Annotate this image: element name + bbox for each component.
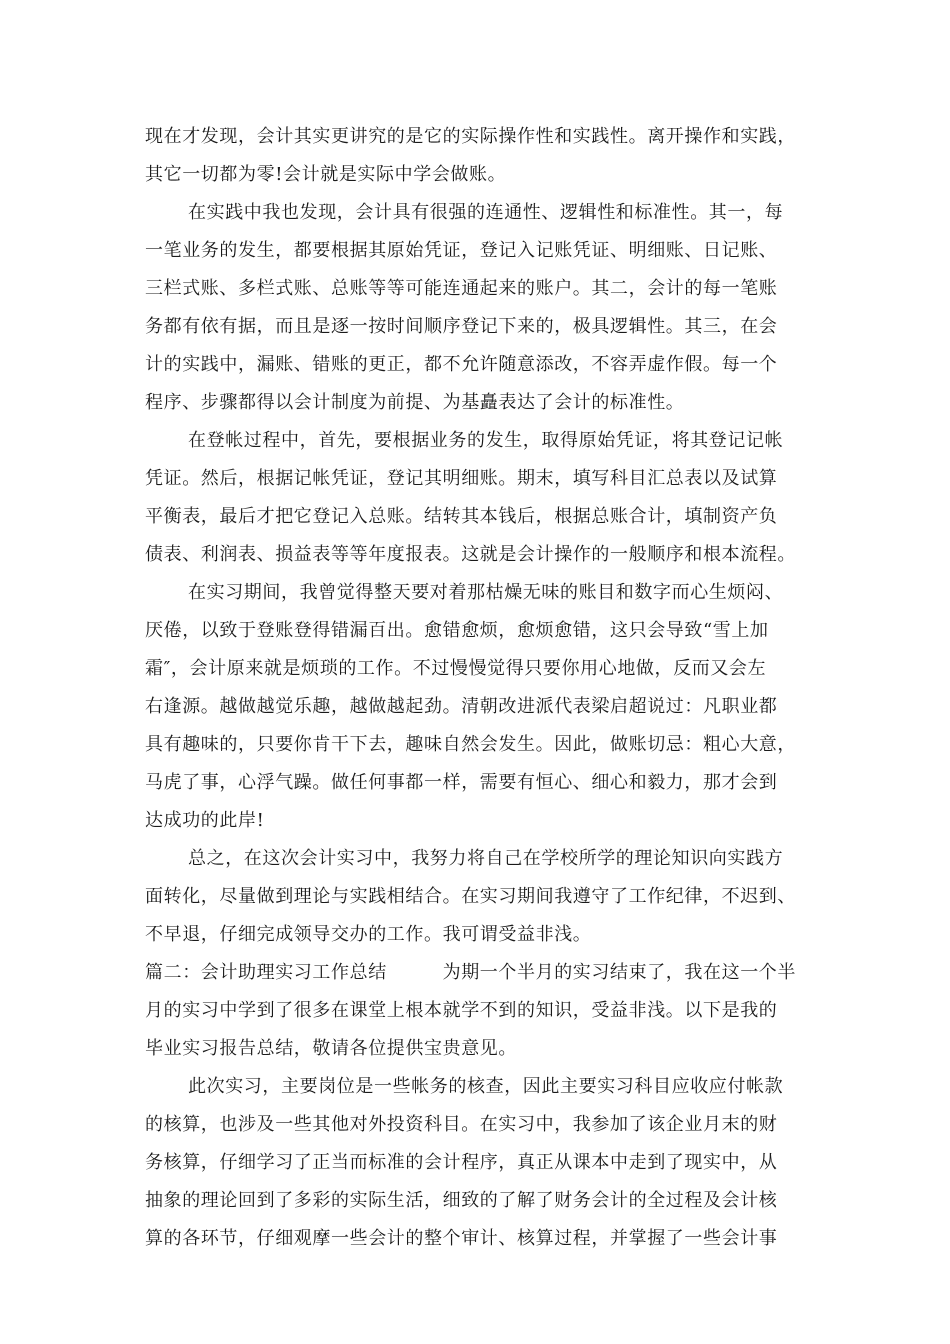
text-line: 平衡表，最后才把它登记入总账。结转其本钱后，根据总账合计，填制资产负	[145, 506, 778, 527]
text-line: 具有趣味的，只要你肯干下去，趣味自然会发生。因此，做账切忌：粗心大意，	[145, 734, 796, 755]
text-line: 程序、步骤都得以会计制度为前提、为基矗表达了会计的标准性。	[145, 392, 685, 413]
text-line: 抽象的理论回到了多彩的实际生活，细致的了解了财务会计的全过程及会计核	[145, 1190, 778, 1211]
paragraph-first-line: 在实习期间，我曾觉得整天要对着那枯燥无味的账目和数字而心生烦闷、	[188, 582, 784, 603]
paragraph-first-line: 此次实习，主要岗位是一些帐务的核查，因此主要实习科目应收应付帐款	[188, 1076, 784, 1097]
text-line: 月的实习中学到了很多在课堂上根本就学不到的知识，受益非浅。以下是我的	[145, 1000, 778, 1021]
text-line: 马虎了事，心浮气躁。做任何事都一样，需要有恒心、细心和毅力，那才会到	[145, 772, 778, 793]
text-line: 的核算，也涉及一些其他对外投资科目。在实习中，我参加了该企业月末的财	[145, 1114, 778, 1135]
text-line: 债表、利润表、损益表等等年度报表。这就是会计操作的一般顺序和根本流程。	[145, 544, 796, 565]
section-heading-line: 篇二：会计助理实习工作总结 为期一个半月的实习结束了，我在这一个半	[145, 962, 796, 983]
text-line: 毕业实习报告总结，敬请各位提供宝贵意见。	[145, 1038, 517, 1059]
text-line: 务核算，仔细学习了正当而标准的会计程序，真正从课本中走到了现实中，从	[145, 1152, 778, 1173]
paragraph-first-line: 总之，在这次会计实习中，我努力将自己在学校所学的理论知识向实践方	[188, 848, 784, 869]
text-line: 面转化，尽量做到理论与实践相结合。在实习期间我遵守了工作纪律，不迟到、	[145, 886, 796, 907]
text-line: 其它一切都为零!会计就是实际中学会做账。	[145, 164, 507, 185]
text-line: 凭证。然后，根据记帐凭证，登记其明细账。期末，填写科目汇总表以及试算	[145, 468, 778, 489]
text-line: 计的实践中，漏账、错账的更正，都不允许随意添改，不容弄虚作假。每一个	[145, 354, 778, 375]
text-line: 务都有依有据，而且是逐一按时间顺序登记下来的，极具逻辑性。其三，在会	[145, 316, 778, 337]
paragraph-first-line: 在登帐过程中，首先，要根据业务的发生，取得原始凭证，将其登记记帐	[188, 430, 784, 451]
text-line: 算的各环节，仔细观摩一些会计的整个审计、核算过程，并掌握了一些会计事	[145, 1228, 778, 1249]
text-line: 一笔业务的发生，都要根据其原始凭证，登记入记账凭证、明细账、日记账、	[145, 240, 778, 261]
text-line: 三栏式账、多栏式账、总账等等可能连通起来的账户。其二，会计的每一笔账	[145, 278, 778, 299]
paragraph-first-line: 在实践中我也发现，会计具有很强的连通性、逻辑性和标准性。其一，每	[188, 202, 784, 223]
text-line: 现在才发现，会计其实更讲究的是它的实际操作性和实践性。离开操作和实践，	[145, 126, 796, 147]
text-line: 右逢源。越做越觉乐趣，越做越起劲。清朝改进派代表梁启超说过：凡职业都	[145, 696, 778, 717]
text-line: 不早退，仔细完成领导交办的工作。我可谓受益非浅。	[145, 924, 592, 945]
text-line: 厌倦，以致于登账登得错漏百出。愈错愈烦，愈烦愈错，这只会导致“雪上加	[145, 620, 769, 641]
text-line: 霜″，会计原来就是烦琐的工作。不过慢慢觉得只要你用心地做，反而又会左	[145, 658, 767, 679]
text-line: 达成功的此岸!	[145, 810, 265, 831]
